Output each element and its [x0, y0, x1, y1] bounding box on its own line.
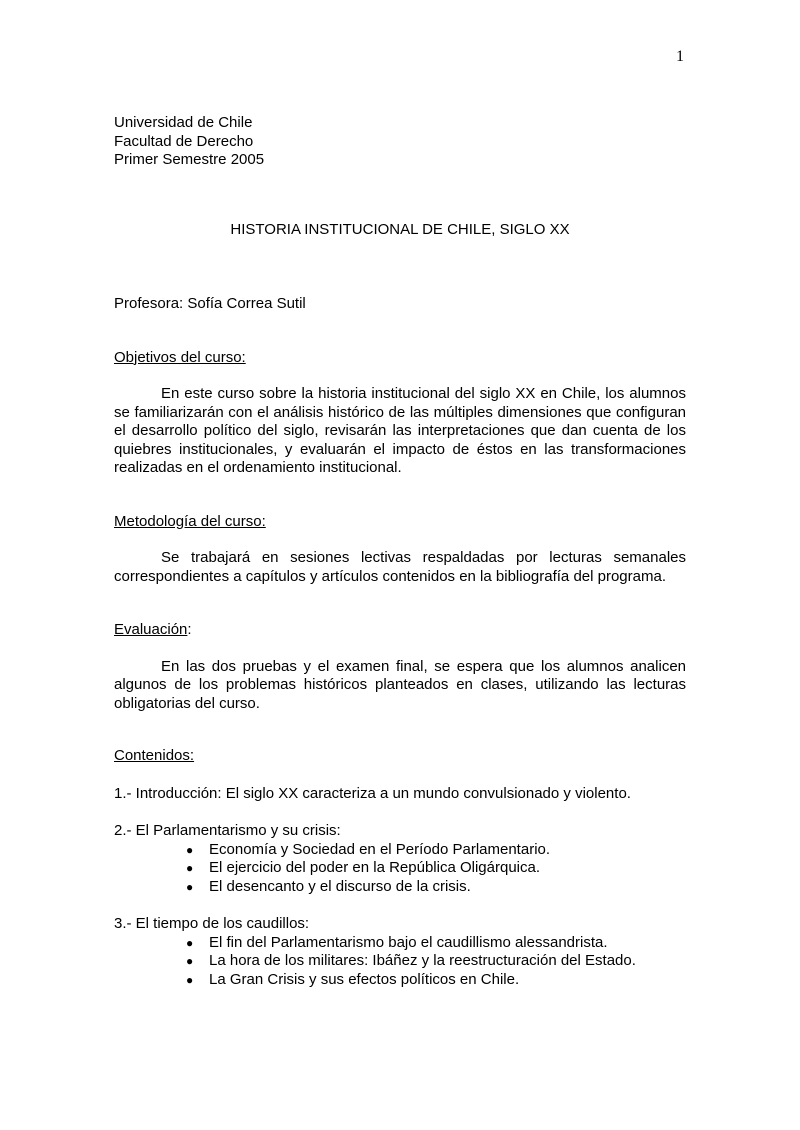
- faculty-name: Facultad de Derecho: [114, 132, 254, 150]
- bullet-icon: ●: [186, 879, 194, 894]
- objectives-heading-text: Objetivos del curso:: [114, 348, 246, 366]
- document-header: [114, 114, 686, 170]
- list-item-text: Economía y Sociedad en el Período Parlamentario.: [209, 840, 551, 858]
- page-number: 1: [676, 48, 684, 65]
- semester-label: Primer Semestre 2005: [114, 151, 265, 168]
- topic-title: 1.- Introducción: El siglo XX caracteriza a un mundo convulsionado y violento.: [114, 784, 631, 802]
- university-name: Universidad de Chile: [114, 114, 253, 131]
- objectives-paragraph: En este curso sobre la historia institucional del siglo XX en Chile, los alumnos se familiarizarán con el análisis histórico de las múltiples dimensiones que configuran el desarrollo político del siglo, revisarán las interpretaciones que dan cuenta de los quiebres institucionales, y evaluarán el impacto de éstos en las transformaciones realizadas en el ordenamiento institucional.: [114, 385, 686, 476]
- topic-1: [114, 785, 686, 804]
- list-item-text: La Gran Crisis y sus efectos políticos en Chile.: [209, 970, 520, 988]
- methodology-heading: [114, 513, 686, 532]
- evaluation-heading-text: Evaluación: [114, 621, 188, 638]
- list-item: [114, 878, 686, 897]
- contents-heading-text: Contenidos:: [114, 747, 195, 764]
- methodology-paragraph: Se trabajará en sesiones lectivas respaldadas por lecturas semanales correspondientes a capítulos y artículos contenidos en la bibliografía del programa.: [114, 549, 686, 585]
- list-item: [114, 934, 686, 953]
- list-item-text: El ejercicio del poder en la República Oligárquica.: [209, 859, 541, 876]
- bullet-icon: ●: [186, 935, 194, 950]
- list-item: [114, 859, 686, 878]
- methodology-section: [114, 513, 686, 587]
- objectives-section: [114, 349, 686, 478]
- document-body: [114, 114, 686, 989]
- professor-line: Profesora: Sofía Correa Sutil: [114, 295, 306, 312]
- list-item: [114, 952, 686, 971]
- contents-heading: [114, 747, 686, 766]
- contents-section: [114, 747, 686, 989]
- list-item-text: La hora de los militares: Ibáñez y la reestructuración del Estado.: [209, 952, 636, 969]
- evaluation-paragraph: En las dos pruebas y el examen final, se espera que los alumnos analicen algunos de los problemas históricos planteados en clases, utilizando las lecturas obligatorias del curso.: [114, 657, 686, 712]
- methodology-heading-text: Metodología del curso:: [114, 512, 266, 530]
- bullet-icon: ●: [186, 972, 194, 987]
- list-item-text: El desencanto y el discurso de la crisis.: [209, 877, 471, 895]
- bullet-icon: ●: [186, 842, 194, 857]
- bullet-icon: ●: [186, 954, 194, 968]
- bullet-icon: ●: [186, 861, 194, 875]
- course-title: HISTORIA INSTITUCIONAL DE CHILE, SIGLO XX: [230, 220, 570, 238]
- list-item: [114, 841, 686, 860]
- evaluation-heading-colon: :: [187, 621, 192, 638]
- topic-3-list: [114, 934, 686, 990]
- evaluation-section: [114, 621, 686, 713]
- topic-2: [114, 822, 686, 896]
- topic-title: 2.- El Parlamentarismo y su crisis:: [114, 822, 341, 839]
- objectives-heading: [114, 349, 686, 368]
- topic-3: [114, 915, 686, 989]
- topic-2-list: [114, 841, 686, 897]
- list-item: [114, 971, 686, 990]
- evaluation-heading: [114, 621, 686, 640]
- list-item-text: El fin del Parlamentarismo bajo el caudillismo alessandrista.: [209, 933, 608, 951]
- topic-title: 3.- El tiempo de los caudillos:: [114, 915, 310, 932]
